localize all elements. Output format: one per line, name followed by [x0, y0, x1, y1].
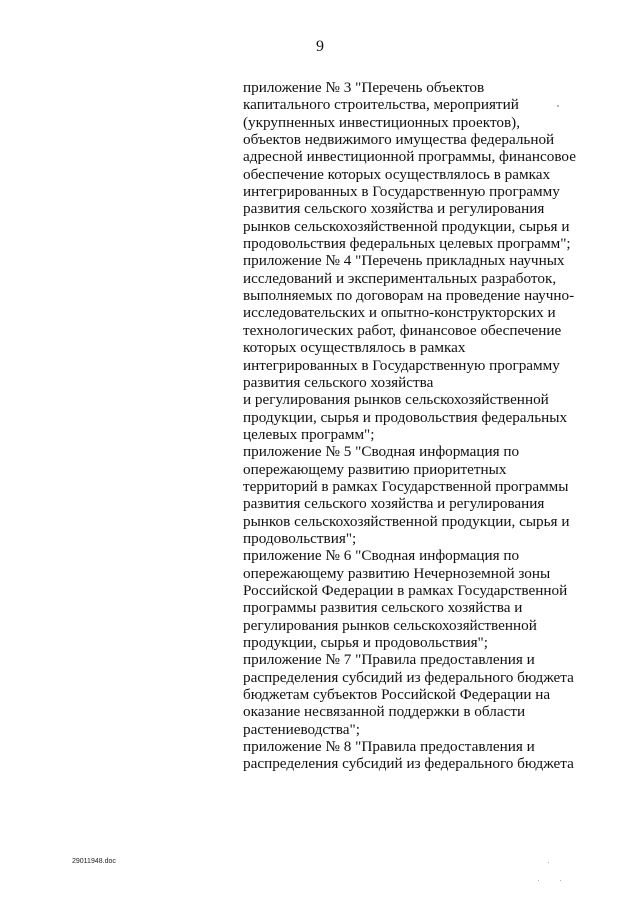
text-line: обеспечение которых осуществлялось в рамках — [243, 165, 551, 183]
scan-speck — [557, 105, 559, 107]
text-line: распределения субсидий из федерального бюджета — [243, 755, 574, 773]
text-line: интегрированных в Государственную программу — [243, 183, 560, 201]
text-line: приложение № 6 "Сводная информация по — [243, 547, 520, 565]
scan-speck — [560, 880, 561, 881]
text-line: рынков сельскохозяйственной продукции, сырья и — [243, 217, 570, 235]
page-number: 9 — [316, 38, 324, 55]
text-line: исследований и экспериментальных разработок, — [243, 269, 557, 287]
text-line: распределения субсидий из федерального бюджета — [243, 668, 574, 686]
text-line: целевых программ"; — [243, 425, 375, 443]
text-line: растениеводства"; — [243, 720, 360, 738]
text-line: Российской Федерации в рамках Государственной — [243, 581, 568, 599]
text-line: приложение № 8 "Правила предоставления и — [243, 738, 535, 756]
document-body — [243, 79, 583, 773]
text-line: развития сельского хозяйства — [243, 373, 434, 391]
text-line: приложение № 4 "Перечень прикладных научных — [243, 252, 565, 270]
scan-speck — [538, 880, 539, 881]
text-line: продовольствия федеральных целевых программ"; — [243, 235, 571, 253]
text-line: территорий в рамках Государственной программы — [243, 477, 569, 495]
text-line: регулирования рынков сельскохозяйственной — [243, 616, 537, 634]
text-line: приложение № 7 "Правила предоставления и — [243, 651, 535, 669]
text-line: технологических работ, финансовое обеспечение — [243, 321, 562, 339]
text-line: программы развития сельского хозяйства и — [243, 599, 523, 617]
footer-filename: 29011948.doc — [72, 858, 116, 865]
text-line: развития сельского хозяйства и регулирования — [243, 495, 545, 513]
scan-speck — [548, 862, 549, 863]
text-line: опережающему развитию Нечерноземной зоны — [243, 564, 551, 582]
text-line: продовольствия"; — [243, 529, 357, 547]
text-line: адресной инвестиционной программы, финансовое — [243, 148, 576, 166]
text-line: приложение № 3 "Перечень объектов — [243, 79, 485, 96]
text-line: исследовательских и опытно-конструкторских и — [243, 304, 556, 322]
text-line: (укрупненных инвестиционных проектов), — [243, 113, 521, 131]
text-line: объектов недвижимого имущества федеральной — [243, 131, 555, 149]
text-line: приложение № 5 "Сводная информация по — [243, 443, 520, 461]
text-line: продукции, сырья и продовольствия федеральных — [243, 408, 568, 426]
text-line: бюджетам субъектов Российской Федерации на — [243, 686, 551, 704]
text-line: интегрированных в Государственную программу — [243, 356, 560, 374]
text-line: продукции, сырья и продовольствия"; — [243, 634, 488, 651]
text-line: опережающему развитию приоритетных — [243, 460, 507, 478]
text-line: капитального строительства, мероприятий — [243, 96, 519, 114]
text-line: выполняемых по договорам на проведение научно- — [243, 287, 575, 305]
text-line: оказание несвязанной поддержки в области — [243, 703, 526, 721]
text-line: которых осуществлялось в рамках — [243, 339, 466, 357]
text-line: развития сельского хозяйства и регулирования — [243, 200, 545, 218]
text-line: и регулирования рынков сельскохозяйственной — [243, 391, 549, 409]
text-line: рынков сельскохозяйственной продукции, сырья и — [243, 512, 570, 530]
